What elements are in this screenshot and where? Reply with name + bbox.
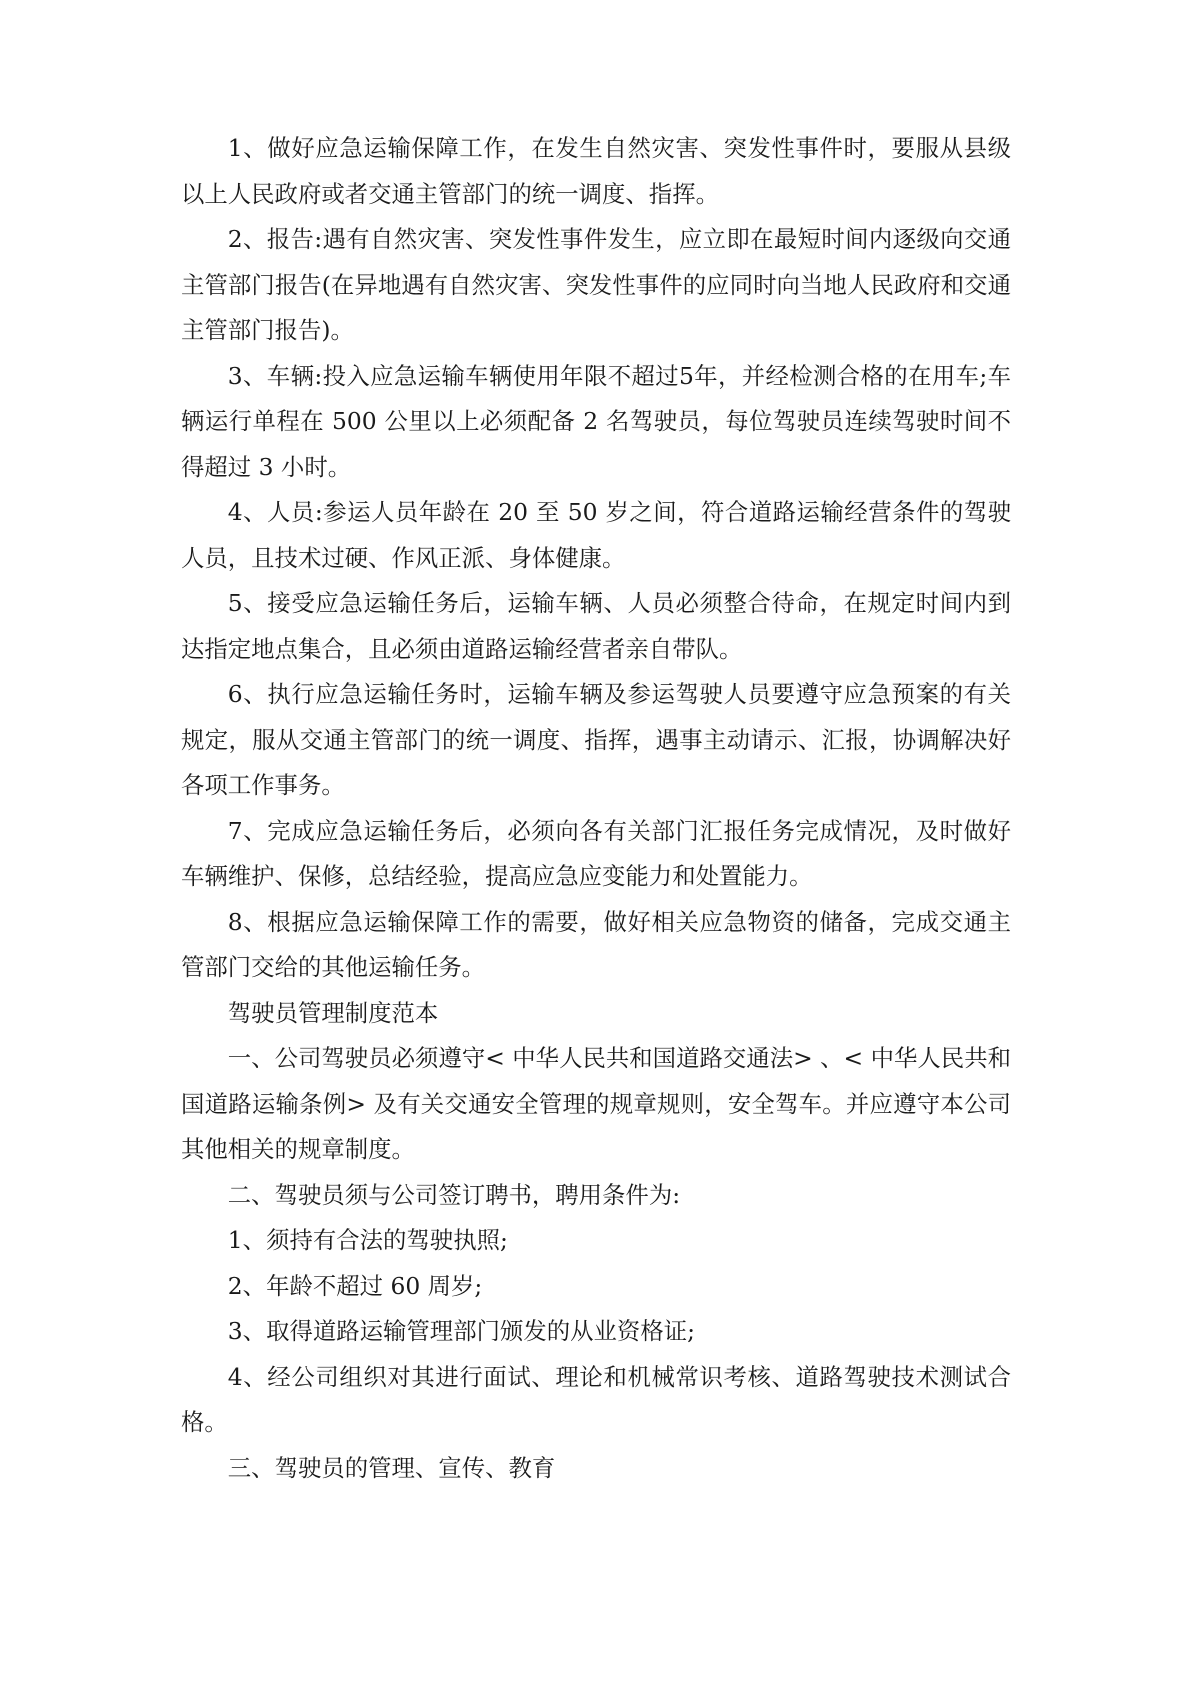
paragraph-emergency-item-4: 4、人员:参运人员年龄在 20 至 50 岁之间，符合道路运输经营条件的驾驶人员，且技术过硬、作风正派、身体健康。 bbox=[181, 498, 1011, 572]
paragraph-section-3: 三、驾驶员的管理、宣传、教育 bbox=[227, 1453, 556, 1482]
paragraph-condition-1: 1、须持有合法的驾驶执照; bbox=[227, 1226, 508, 1254]
document-page bbox=[181, 126, 1011, 1491]
section-title-driver-management: 驾驶员管理制度范本 bbox=[227, 998, 439, 1027]
paragraph-emergency-item-7: 7、完成应急运输任务后，必须向各有关部门汇报任务完成情况，及时做好车辆维护、保修，总结经验，提高应急应变能力和处置能力。 bbox=[181, 816, 1011, 890]
paragraph-section-2: 二、驾驶员须与公司签订聘书，聘用条件为: bbox=[227, 1180, 681, 1209]
paragraph-emergency-item-5: 5、接受应急运输任务后，运输车辆、人员必须整合待命，在规定时间内到达指定地点集合，且必须由道路运输经营者亲自带队。 bbox=[181, 589, 1011, 663]
paragraph-condition-3: 3、取得道路运输管理部门颁发的从业资格证; bbox=[227, 1317, 695, 1345]
paragraph-emergency-item-6: 6、执行应急运输任务时，运输车辆及参运驾驶人员要遵守应急预案的有关规定，服从交通主管部门的统一调度、指挥，遇事主动请示、汇报，协调解决好各项工作事务。 bbox=[181, 680, 1011, 799]
paragraph-emergency-item-1: 1、做好应急运输保障工作，在发生自然灾害、突发性事件时，要服从县级以上人民政府或者交通主管部门的统一调度、指挥。 bbox=[181, 134, 1011, 208]
paragraph-condition-4: 4、经公司组织对其进行面试、理论和机械常识考核、道路驾驶技术测试合格。 bbox=[181, 1362, 1011, 1436]
paragraph-section-1: 一、公司驾驶员必须遵守< 中华人民共和国道路交通法> 、< 中华人民共和国道路运输条例> 及有关交通安全管理的规章规则，安全驾车。并应遵守本公司其他相关的规章制度。 bbox=[181, 1044, 1011, 1163]
paragraph-emergency-item-2: 2、报告:遇有自然灾害、突发性事件发生，应立即在最短时间内逐级向交通主管部门报告(在异地遇有自然灾害、突发性事件的应同时向当地人民政府和交通主管部门报告)。 bbox=[181, 225, 1011, 344]
paragraph-emergency-item-8: 8、根据应急运输保障工作的需要，做好相关应急物资的储备，完成交通主管部门交给的其他运输任务。 bbox=[181, 907, 1011, 981]
paragraph-condition-2: 2、年龄不超过 60 周岁; bbox=[227, 1271, 483, 1300]
paragraph-emergency-item-3: 3、车辆:投入应急运输车辆使用年限不超过5年，并经检测合格的在用车;车辆运行单程在 500 公里以上必须配备 2 名驾驶员，每位驾驶员连续驾驶时间不得超过 3 小时。 bbox=[181, 361, 1011, 481]
